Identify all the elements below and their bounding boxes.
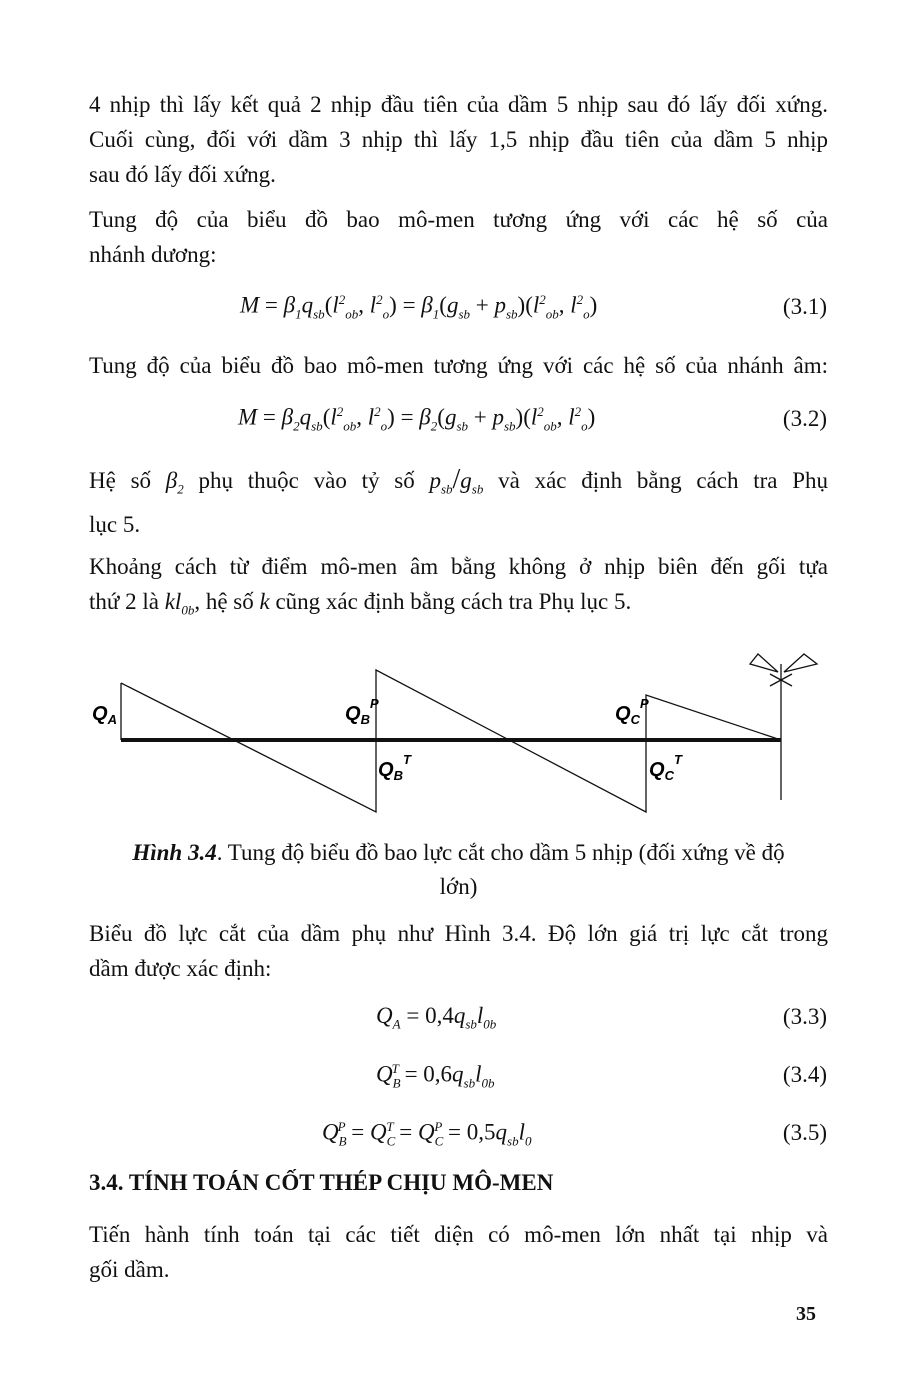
label-qc-t: $Q_C^T$ bbox=[649, 752, 682, 783]
paragraph-5 bbox=[89, 549, 828, 628]
label-qc-p: $Q_C^P$ bbox=[615, 696, 649, 727]
equation-number: (3.4) bbox=[782, 1062, 827, 1087]
text-line: Hệ số $\beta_2$ phụ thuộc vào tỷ số $p_{sb}/g_{sb}$ và xác định bằng cách tra Phụ bbox=[89, 464, 829, 497]
equation-number: (3.3) bbox=[782, 1004, 827, 1029]
text-line: lục 5. bbox=[89, 511, 141, 537]
text-line: 4 nhịp thì lấy kết quả 2 nhịp đầu tiên của dầm 5 nhịp sau đó lấy đối xứng. bbox=[89, 92, 828, 117]
figure-caption: Hình 3.4. Tung độ biểu đồ bao lực cắt cho dầm 5 nhịp (đối xứng về độ lớn) bbox=[132, 840, 785, 899]
equation-3-1: $M = \beta_1q_{sb}(l^2_{ob}$, $l^2_o) = \beta_1(g_{sb} + p_{sb})(l^2_{ob}$, $l^2_o$) bbox=[240, 292, 598, 322]
caption-label: Hình 3.4 bbox=[132, 840, 217, 865]
label-qb-t: $Q_B^T$ bbox=[378, 752, 411, 783]
shear-force-diagram bbox=[0, 640, 916, 820]
text-line: thứ 2 là $kl_{0b}$, hệ số k cũng xác định bằng cách tra Phụ lục 5. bbox=[89, 589, 632, 618]
equation-number: (3.1) bbox=[782, 294, 827, 319]
text-line: Khoảng cách từ điểm mô-men âm bằng không ở nhịp biên đến gối tựa bbox=[89, 554, 828, 579]
text-line: Biểu đồ lực cắt của dầm phụ như Hình 3.4. Độ lớn giá trị lực cắt trong bbox=[89, 921, 828, 946]
text-line: gối dầm. bbox=[89, 1257, 170, 1282]
paragraph-3 bbox=[89, 348, 828, 383]
text-line: sau đó lấy đối xứng. bbox=[89, 162, 276, 187]
symmetry-flag-right bbox=[784, 654, 817, 672]
equation-3-2: $M = \beta_2q_{sb}(l^2_{ob}$, $l^2_o) = \beta_2(g_{sb} + p_{sb})(l^2_{ob}$, $l^2_o$) bbox=[238, 404, 596, 434]
section-heading: 3.4. TÍNH TOÁN CỐT THÉP CHỊU MÔ-MEN bbox=[89, 1170, 554, 1195]
text-line: Tiến hành tính toán tại các tiết diện có mô-men lớn nhất tại nhịp và bbox=[89, 1222, 828, 1247]
paragraph-2 bbox=[89, 202, 828, 272]
text-line: dầm được xác định: bbox=[89, 956, 272, 981]
page-number: 35 bbox=[796, 1303, 816, 1325]
equation-3-4: $Q_B^T = 0,6q_{sb}l_{0b}$ bbox=[376, 1061, 495, 1091]
label-qa: $Q_A$ bbox=[92, 703, 117, 727]
paragraph-6 bbox=[89, 916, 828, 986]
paragraph-1 bbox=[89, 87, 828, 192]
text-line: Tung độ của biểu đồ bao mô-men tương ứng với các hệ số của bbox=[89, 207, 828, 232]
symmetry-flag-left bbox=[750, 654, 778, 672]
diagram-span-1 bbox=[121, 683, 376, 812]
paragraph-4 bbox=[89, 462, 828, 542]
equation-number: (3.2) bbox=[782, 406, 827, 431]
text-line: Tung độ của biểu đồ bao mô-men tương ứng với các hệ số của nhánh âm: bbox=[89, 353, 828, 378]
text-line: nhánh dương: bbox=[89, 242, 217, 267]
label-qb-p: $Q_B^P$ bbox=[345, 696, 379, 727]
equation-3-3: $Q_A = 0,4q_{sb}l_{0b}$ bbox=[376, 1003, 497, 1032]
diagram-span-3 bbox=[646, 695, 781, 740]
equation-3-5: $Q_B^P = Q_C^T = Q_C^P = 0,5q_{sb}l_0$ bbox=[322, 1119, 532, 1149]
equation-number: (3.5) bbox=[782, 1120, 827, 1145]
paragraph-7 bbox=[89, 1217, 828, 1287]
text-line: Cuối cùng, đối với dầm 3 nhịp thì lấy 1,5 nhịp đầu tiên của dầm 5 nhịp bbox=[89, 127, 828, 152]
